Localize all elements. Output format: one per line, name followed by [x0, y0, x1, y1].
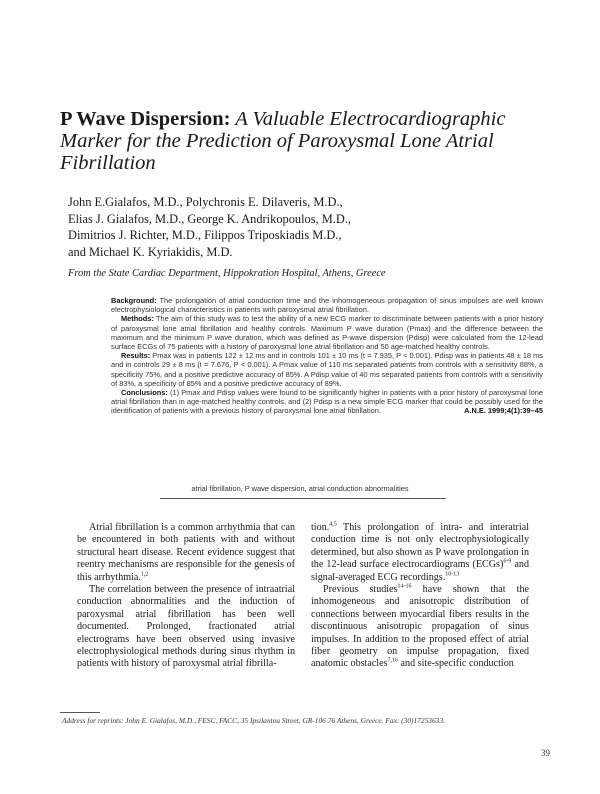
- author-line: Elias J. Gialafos, M.D., George K. Andrikopoulos, M.D.,: [68, 211, 352, 226]
- citation-ref: 4,5: [329, 521, 337, 528]
- reprint-footnote: Address for reprints: John E. Gialafos, M.D., FESC, FACC, 35 Ipsilantou Street, GR-106 76 Athens, Greece. Fax: (30)17253633.: [62, 716, 445, 725]
- citation-ref: 14-16: [397, 583, 412, 590]
- author-list: [68, 194, 538, 260]
- body-column-right: [311, 522, 529, 671]
- title-bold-part: P Wave Dispersion:: [60, 108, 231, 130]
- author-line: John E.Gialafos, M.D., Polychronis E. Dilaveris, M.D.,: [68, 195, 343, 209]
- article-title: [60, 108, 540, 174]
- citation-ref: 6-9: [503, 558, 512, 565]
- methods-text: The aim of this study was to test the ability of a new ECG marker to discriminate between patients with a prior history of paroxysmal lone atrial fibrillation and healthy controls. Maximum P wave duration (Pmax) and the difference between the maximum and the minimum P wave duration, which was defined as P-wave dispersion (Pdisp) were calculated from the 12-lead surface ECGs of 75 patients with a history of paroxysmal lone atrial fibrillation and 50 age-matched healthy controls.: [111, 314, 543, 352]
- background-text: The prolongation of atrial conduction time and the inhomogeneous propagation of sinus impulses are well known electrophysiological characteristics in patients with paroxysmal atrial fibrillation.: [111, 296, 543, 315]
- conclusions-label: Conclusions:: [121, 388, 168, 398]
- citation-ref: 10-13: [445, 571, 460, 578]
- citation-ref: 1,2: [140, 571, 149, 578]
- results-text: Pmax was in patients 122 ± 12 ms and in controls 101 ± 10 ms (t = 7.935, P < 0.001). Pdisp was in patients 48 ± 18 ms and in controls 29 ± 8 ms (t = 7.676, P < 0.001). A Pmax value of 110 ms separated patients from controls with a sensitivity 88%, a specificity 75%, and a positive predictive accuracy of 85%. A Pdisp value of 40 ms separated patients from controls with a sensitivity of 83%, a specificity of 85% and a positive predictive accuracy of 89%.: [111, 351, 543, 388]
- paragraph-text: have shown that the inhomogeneous and anisotropic distribution of connections between myocardial fibers results in the discontinuous anisotropic propagation of sinus impulses. In addition to the proposed effect of atrial fiber geometry on impulse propagation, fixed anatomic obstacles: [311, 584, 529, 670]
- abstract-conclusions: [111, 388, 543, 416]
- paragraph-text: and signal-averaged ECG recordings.: [311, 559, 529, 583]
- footnote-divider: [60, 712, 100, 713]
- abstract-background: [111, 296, 543, 314]
- section-divider: [160, 498, 446, 499]
- conclusions-text: (1) Pmax and Pdisp values were found to be significantly higher in patients with a prior history of paroxysmal lone atrial fibrillation than in age-matched healthy controls, and (2) Pdisp is a new simple ECG marker that could be possibly used for the identification of patients with a previous history of paroxysmal lone atrial fibrillation.: [111, 388, 543, 416]
- paragraph-text: Atrial fibrillation is a common arrhythmia that can be encountered in both patients with and without structural heart disease. Recent evidence suggest that reentry mechanisms are responsible for the genesis of this arrhythmia.: [77, 522, 295, 583]
- citation-ref: 7,16: [387, 658, 399, 665]
- results-label: Results:: [121, 351, 151, 361]
- body-paragraph: [77, 584, 295, 671]
- body-paragraph: [77, 522, 295, 584]
- abstract-methods: [111, 314, 543, 351]
- keywords: atrial fibrillation, P wave dispersion, atrial conduction abnormalities: [191, 484, 409, 493]
- journal-citation: A.N.E. 1999;4(1):39–45: [464, 406, 543, 416]
- page-number: 39: [541, 748, 550, 758]
- abstract-results: [111, 351, 543, 388]
- paragraph-text: Previous studies: [323, 584, 398, 596]
- author-line: and Michael K. Kyriakidis, M.D.: [68, 244, 233, 259]
- methods-label: Methods:: [121, 314, 154, 324]
- affiliation: From the State Cardiac Department, Hippokration Hospital, Athens, Greece: [68, 268, 386, 279]
- background-label: Background:: [111, 296, 157, 305]
- abstract: [111, 296, 543, 416]
- title-italic-part: A Valuable Electrocardiographic Marker for the Prediction of Paroxysmal Lone Atrial Fibrillation: [60, 108, 506, 174]
- author-line: Dimitrios J. Richter, M.D., Filippos Triposkiadis M.D.,: [68, 228, 342, 242]
- body-paragraph: [311, 584, 529, 671]
- body-column-left: [77, 522, 295, 671]
- paragraph-text: This prolongation of intra- and interatrial conduction time is not only electrophysiologically determined, but also shown as P wave prolongation in the 12-lead surface electrocardiograms (ECGs): [311, 522, 530, 571]
- paragraph-text: The correlation between the presence of intraatrial conduction abnormalities and the induction of paroxysmal atrial fibrillation has been well documented. Prolonged, fractionated atrial electrograms have been observed using invasive electrophysiological methods during sinus rhythm in patients with history of paroxysmal atrial fibrilla-: [77, 584, 295, 670]
- paragraph-text: tion.: [311, 522, 330, 533]
- body-paragraph: [311, 522, 529, 584]
- paragraph-text: and site-specific conduction: [398, 658, 514, 670]
